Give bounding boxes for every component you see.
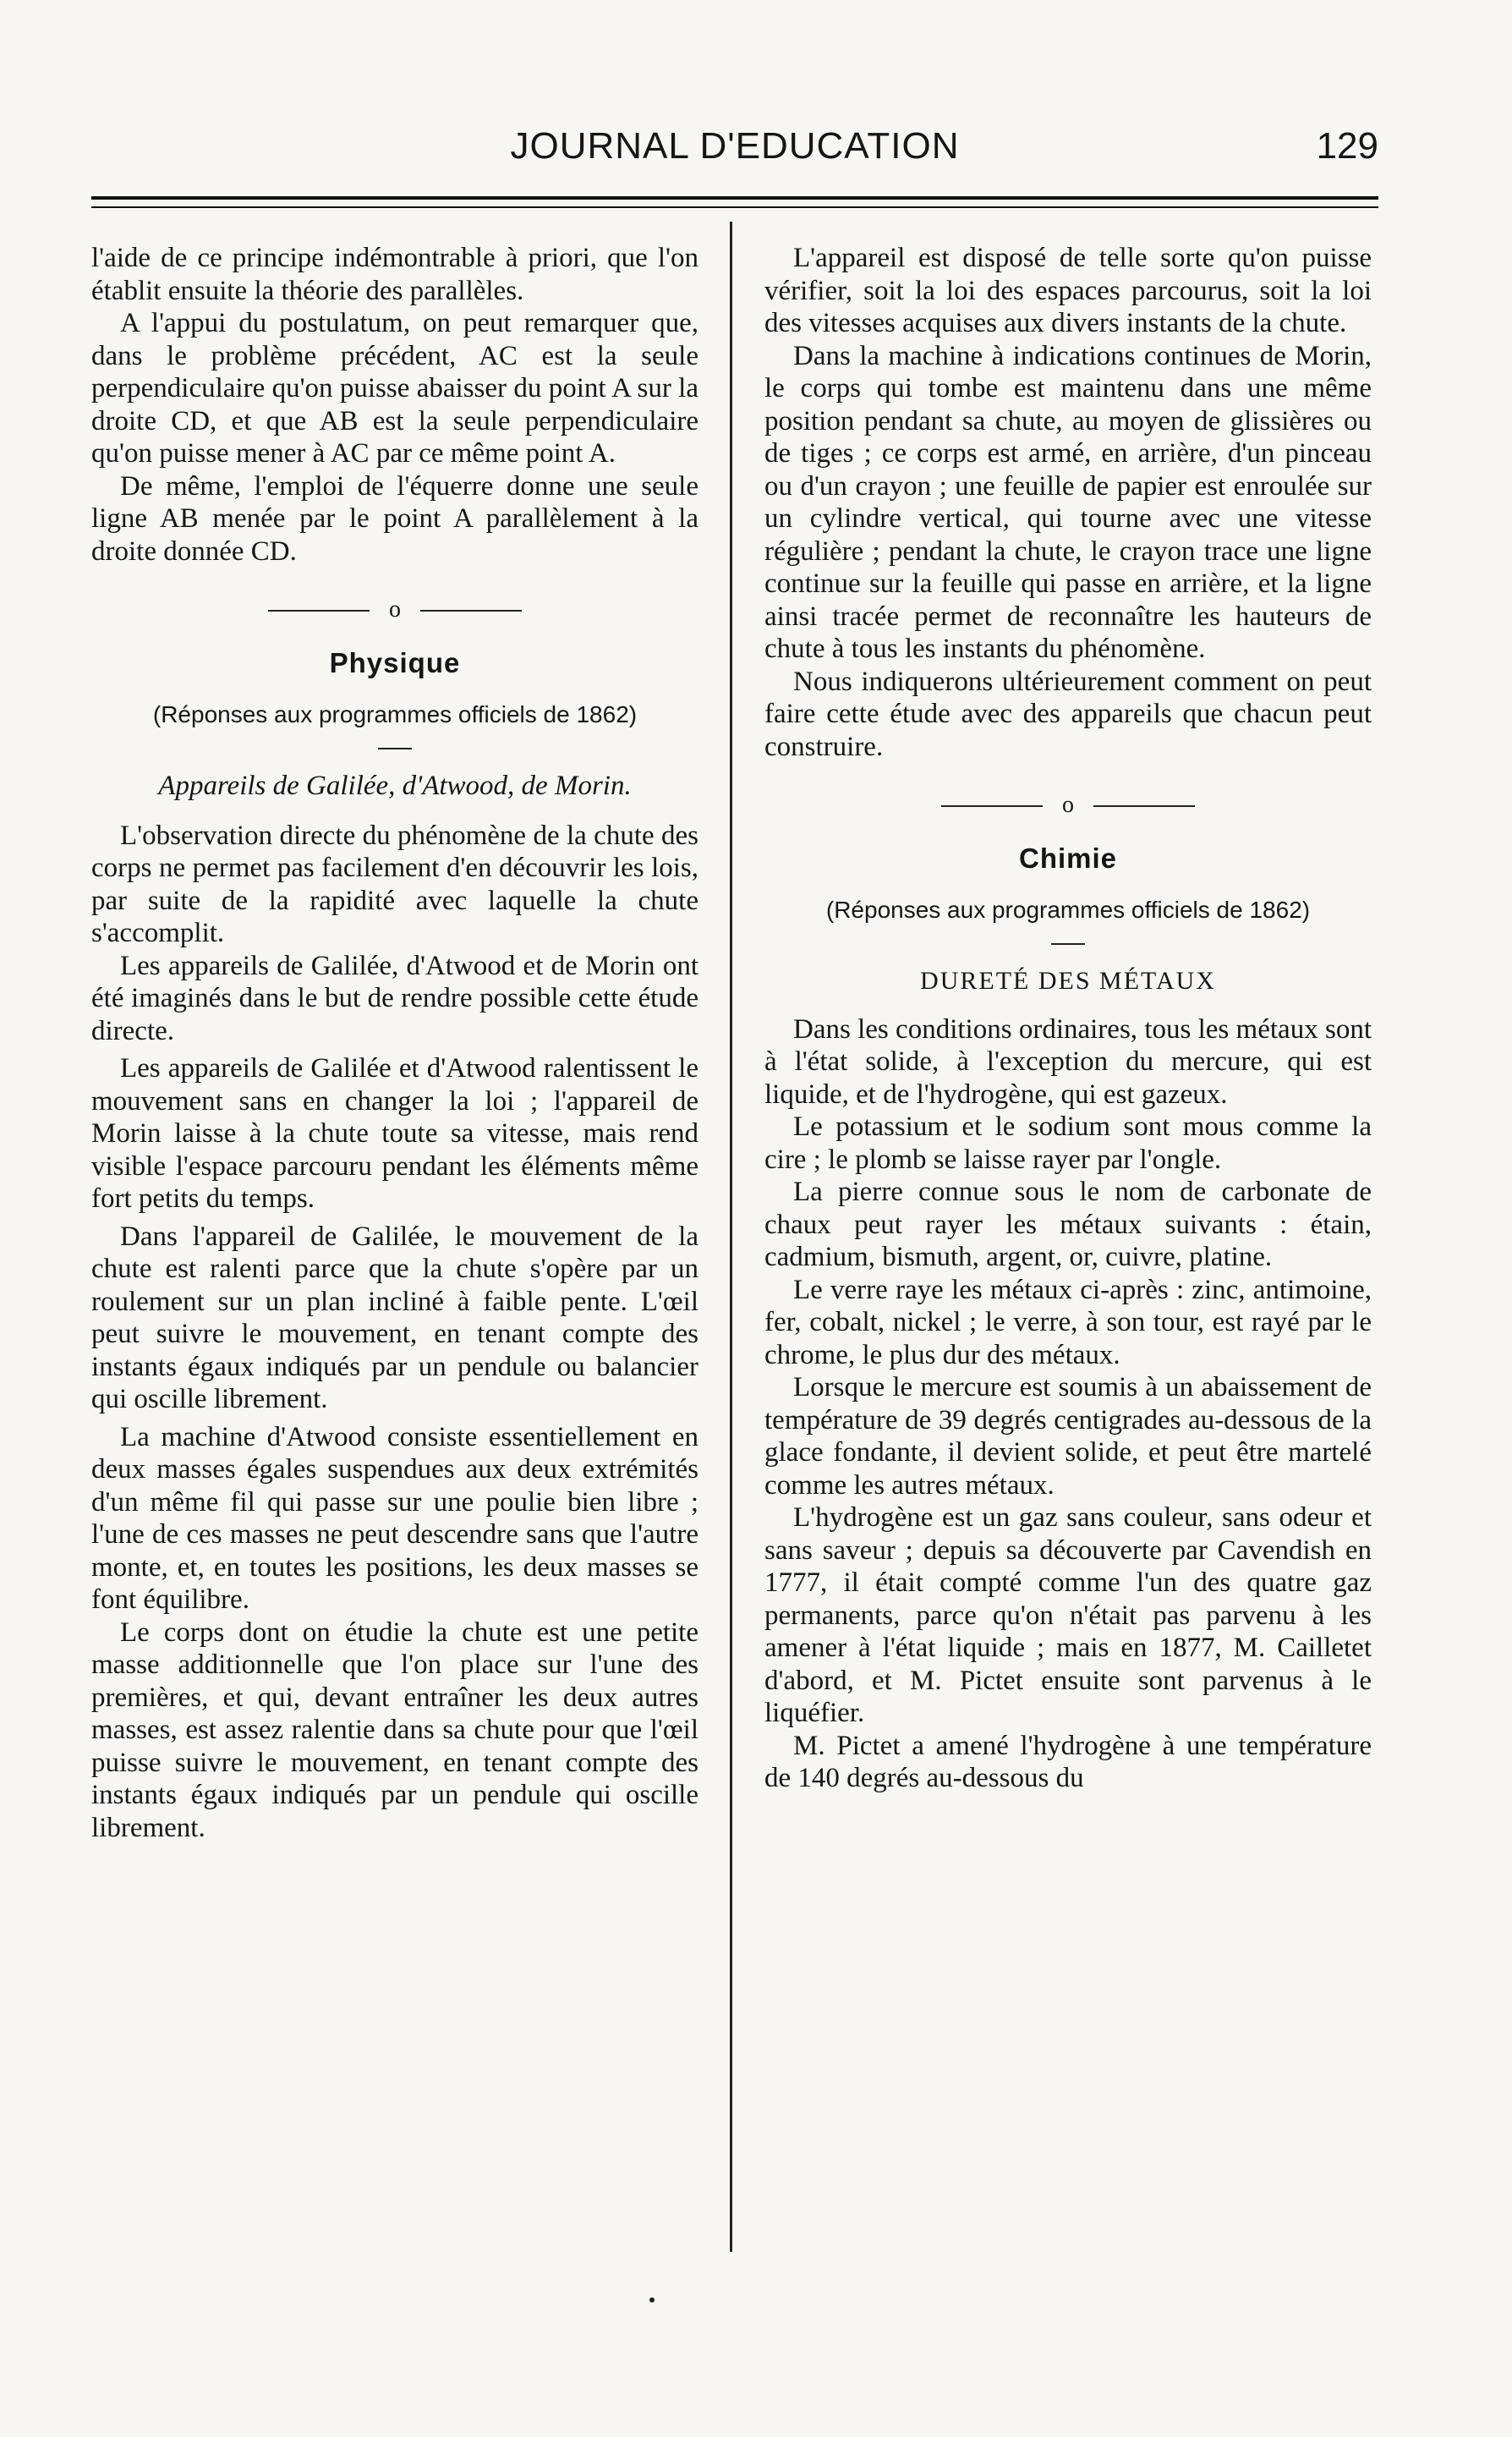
section-note: (Réponses aux programmes officiels de 1862) bbox=[825, 896, 1311, 923]
paragraph: Les appareils de Galilée et d'Atwood ralentissent le mouvement sans en changer la loi ; l'appareil de Morin laisse à la chute toute sa vitesse, mais rend visible l'espace parcouru pendant les éléments même fort petits du temps. bbox=[91, 1053, 698, 1214]
section-note: (Réponses aux programmes officiels de 1862) bbox=[152, 700, 638, 727]
paragraph: L'observation directe du phénomène de la chute des corps ne permet pas facilement d'en découvrir les lois, par suite de la rapidité avec laquelle la chute s'accomplit. bbox=[91, 820, 698, 948]
right-column bbox=[764, 242, 1372, 1795]
page-header bbox=[91, 125, 1378, 176]
paragraph: Nous indiquerons ultérieurement comment on peut faire cette étude avec des appareils que chacun peut construire. bbox=[764, 666, 1372, 762]
paragraph: Les appareils de Galilée, d'Atwood et de Morin ont été imaginés dans le but de rendre possible cette étude directe. bbox=[91, 950, 698, 1046]
paragraph: Le verre raye les métaux ci-après : zinc, antimoine, fer, cobalt, nickel ; le verre, à son tour, est rayé par le chrome, le plus dur des métaux. bbox=[764, 1274, 1372, 1370]
article-subtitle: Appareils de Galilée, d'Atwood, de Morin. bbox=[158, 771, 632, 801]
section-heading-physique: Physique bbox=[329, 647, 461, 678]
paragraph: L'hydrogène est un gaz sans couleur, sans odeur et sans saveur ; depuis sa découverte par Cavendish en 1777, il était compté comme l'un des quatre gaz permanents, parce qu'on n'était pas parvenu à les amener à l'état liquide ; mais en 1877, M. Cailletet d'abord, et M. Pictet ensuite sont parvenus à le liquéfier. bbox=[764, 1502, 1372, 1728]
paragraph: Dans la machine à indications continues de Morin, le corps qui tombe est maintenu dans une même position pendant sa chute, au moyen de glissières ou de tiges ; ce corps est armé, en arrière, d'un pinceau ou d'un crayon ; une feuille de papier est enroulée sur un cylindre vertical, qui tourne avec une vitesse régulière ; pendant la chute, le crayon trace une ligne continue sur la feuille qui passe en arrière, et la ligne ainsi tracée permet de reconnaître les hauteurs de chute à tous les instants du phénomène. bbox=[764, 340, 1372, 664]
paragraph: M. Pictet a amené l'hydrogène à une température de 140 degrés au-dessous du bbox=[764, 1730, 1372, 1793]
paragraph: Dans les conditions ordinaires, tous les métaux sont à l'état solide, à l'exception du mercure, qui est liquide, et de l'hydrogène, qui est gazeux. bbox=[764, 1013, 1372, 1110]
left-column bbox=[91, 242, 698, 1844]
short-rule bbox=[378, 748, 412, 749]
paragraph: Dans l'appareil de Galilée, le mouvement de la chute est ralenti parce que la chute s'opère par un roulement sur un plan incliné à faible pente. L'œil peut suivre le mouvement, en tenant compte des instants égaux indiqués par un pendule ou balancier qui oscille librement. bbox=[91, 1221, 698, 1414]
header-rule bbox=[91, 196, 1378, 200]
paragraph: A l'appui du postulatum, on peut remarquer que, dans le problème précédent, AC est la seule perpendiculaire qu'on puisse abaisser du point A sur la droite CD, et que AB est la seule perpendiculaire qu'on puisse mener à AC par ce même point A. bbox=[91, 308, 698, 469]
paragraph: De même, l'emploi de l'équerre donne une seule ligne AB menée par le point A parallèlement à la droite donnée CD. bbox=[91, 470, 698, 567]
paragraph: Le corps dont on étudie la chute est une petite masse additionnelle que l'on place sur l'une des premières, et qui, devant entraîner les deux autres masses, est assez ralentie dans sa chute pour que l'œil puisse suivre le mouvement, en tenant compte des instants égaux indiqués par un pendule qui oscille librement. bbox=[91, 1616, 698, 1843]
paragraph: La machine d'Atwood consiste essentiellement en deux masses égales suspendues aux deux extrémités d'un même fil qui passe sur une poulie bien libre ; l'une de ces masses ne peut descendre sans que l'autre monte, et, en toutes les positions, les deux masses se font équilibre. bbox=[91, 1421, 698, 1615]
short-rule bbox=[1051, 943, 1085, 945]
ink-dot bbox=[649, 2297, 655, 2303]
article-subtitle: DURETÉ DES MÉTAUX bbox=[920, 967, 1216, 995]
section-heading-chimie: Chimie bbox=[1018, 843, 1118, 874]
journal-title: JOURNAL D'EDUCATION bbox=[510, 125, 960, 167]
paragraph: l'aide de ce principe indémontrable à priori, que l'on établit ensuite la théorie des parallèles. bbox=[91, 243, 698, 306]
separator-mark: o bbox=[1062, 792, 1074, 818]
page-number: 129 bbox=[1316, 125, 1378, 167]
paragraph: La pierre connue sous le nom de carbonate de chaux peut rayer les métaux suivants : étain, cadmium, bismuth, argent, or, cuivre, platine. bbox=[764, 1177, 1372, 1272]
separator-mark: o bbox=[389, 596, 401, 623]
header-rule-thin bbox=[91, 206, 1378, 208]
column-divider bbox=[730, 222, 732, 2252]
paragraph: Le potassium et le sodium sont mous comme la cire ; le plomb se laisse rayer par l'ongle. bbox=[764, 1111, 1372, 1175]
section-separator bbox=[941, 792, 1195, 818]
section-separator bbox=[268, 596, 522, 623]
paragraph: Lorsque le mercure est soumis à un abaissement de température de 39 degrés centigrades au-dessous de la glace fondante, il devient solide, et peut être martelé comme les autres métaux. bbox=[764, 1372, 1372, 1501]
paragraph: L'appareil est disposé de telle sorte qu'on puisse vérifier, soit la loi des espaces parcourus, soit la loi des vitesses acquises aux divers instants de la chute. bbox=[764, 243, 1372, 338]
